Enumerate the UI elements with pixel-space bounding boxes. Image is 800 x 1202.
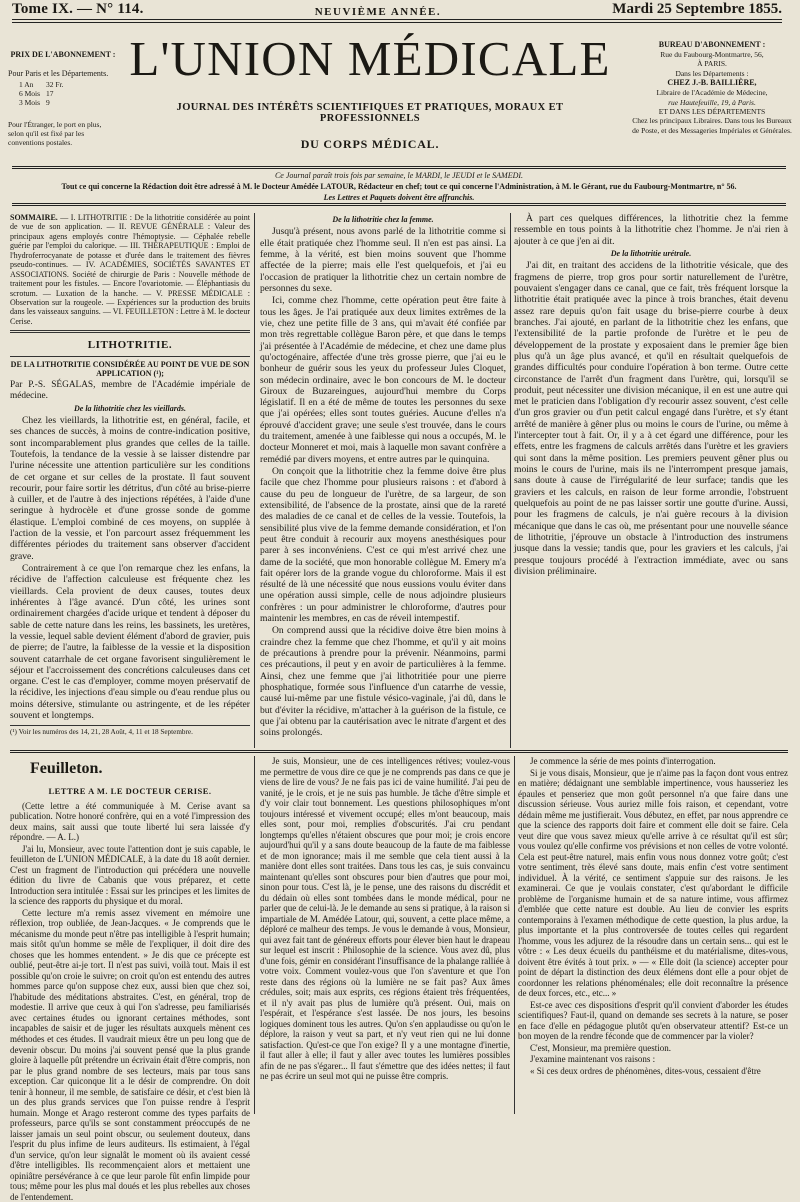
paragraph: On conçoit que la lithotritie chez la femme doive être plus facile que chez l'homme pour plusieurs raisons : et d'abord à cause du peu de longueur de l'urètre, de sa largeur, de son extensibilité, de l'absence de la prostate, ainsi que de la rareté des maladies de ce canal et de celles de la vessie. Toutefois, la sensibilité plus vive de la femme demande considération, et l'on peut être conduit à recourir aux moyens anesthésiques pour parer à ses inconvéniens. C'est ce qui m'est arrivé chez une dame de la société, que mon honorable collègue M. Emery m'a fait opérer lors de la grande vogue du chloroforme. Mais il est résulté de là une nécessité que nous eussions voulu éviter dans une opération aussi simple, celle de nous adjoindre plusieurs confrères : un pour administrer le chloroforme, d'autres pour maintenir les membres, en cas de réveil intempestif. xyxy=(260,466,506,625)
summary xyxy=(10,213,250,326)
office-city: À PARIS. xyxy=(697,59,727,69)
paragraph: Je suis, Monsieur, une de ces intelligences rétives; voulez-vous me permettre de vous dire ce que je ne comprends pas dans ce que je viens de lire de vous? Je ne fais pas ici de vaine humilité. J'ai peu de vanité, je le crois, et je ne suis pas humble. Je tâche d'être simple et d'y voir clair tout bonnement. Les questions philosophiques m'ont toujours intéressé et vivement occupé; elles m'ont beaucoup, mais elles sont, pour moi, remplies d'obscurités. J'ai cru pendant longtemps qu'elles n'étaient obscures que pour moi; je crois encore aujourd'hui qu'il y a sans doute beaucoup de la faute de ma faiblesse et de mon ignorance; mais il me semble que cela tient aussi à la manière dont elles sont traitées. Dans tous les cas, je suis convaincu maintenant qu'elles sont obscures pour bien d'autres que pour moi, sinon pour tous. C'est là, je le pense, une des raisons du discrédit et du dédain où elles sont tombées dans le monde médical, pour ne parler que de celui-là. Je le demande au sens si pratique, à la raison si impartiale de M. Amédée Latour, qui, souvent, a cette place même, a déploré ce malheur des temps. Je vous le demande à vous, Monsieur, qui avez fait tant de généreux efforts pour élever bien haut le drapeau sur lequel est inscrit : Philosophie de la science. Vous avez dû, plus d'une fois, gémir en considérant l'insuffisance de la phalange ralliée à votre voix. Comment voulez-vous que l'on s'aventure et que l'on reste dans des régions où la lumière ne se fait pas? Aux âmes crédules, soit; mais aux esprits, ces régions étaient très fréquentées, et il n'y avait pas plus de lumière qu'à présent. Oui, mais on l'espérait, et l'espérance s'est lassée. De nos jours, les besoins logiques dominent tous les autres. Qu'on s'en applaudisse ou qu'on le déplore, la raison y veut sa part, et n'y veut rien qui ne lui donne satisfaction. Qu'est-ce que l'on exige? Il y a une montagne d'inertie, il faut aller à elle; il faut y aller avec toutes les lumières possibles afin de ne pas s'égarer... Il faut s'émettre que des idées nettes; il faut ne pas écrire un seul mot qui ne puisse être compris. xyxy=(260,756,510,1082)
paragraph: On comprend aussi que la récidive doive être bien moins à craindre chez la femme que chez l'homme, et qu'il y ait moins de précautions à prendre pour la prévenir. Néanmoins, parmi ces précautions, il peut y en avoir de particulières à la femme. Ainsi, chez une femme que j'ai lithotritiée pour une pierre phosphatique, formée sous l'influence d'un catarrhe de vessie, causé lui-même par une fistule vésico-vaginale, j'ai dû, dans le but d'éviter la récidive, m'attacher à la guérison de la fistule, ce que j'ai obtenu par la cautérisation avec le nitrate d'argent et des soins prolongés. xyxy=(260,625,506,739)
price-value: 17 xyxy=(46,89,54,98)
section-rule xyxy=(10,356,250,357)
feuilleton-divider xyxy=(10,750,788,753)
masthead-title: L'UNION MÉDICALE xyxy=(129,31,611,86)
office-lines: Chez les principaux Libraires. Dans tous les Bureaux de Poste, et des Messageries Impériales et Générales. xyxy=(632,116,792,135)
notice-band xyxy=(12,166,786,206)
article-subheading: De la lithotritie urétrale. xyxy=(610,248,692,258)
price-label: 3 Mois xyxy=(19,97,41,107)
paragraph: Chez les vieillards, la lithotritie est, en général, facile, et ses chances de succès, à moins de contre-indication positive, sont incomparablement plus grandes que celles de la taille. Toutefois, la tendance de la vessie à se laisser distendre par l'urine nécessite une attention particulière sur les conditions de cet organe et sur celles de la prostate. Il faut souvent recourir, pour faire sortir les détritus, d'un côté au brise-pierre à cuiller, et de l'autre à des injections répétées, à l'aide d'une seringue à hydrocèle et d'une grosse sonde de gomme élastique. L'emploi combiné de ces moyens, on supplée à l'action de la vessie, et l'on parcourt assez fréquemment les différentes périodes du traitement sans observer d'accident grave. xyxy=(10,414,250,562)
subscription-sub: Pour Paris et les Départements. xyxy=(8,69,109,79)
office-heading: BUREAU D'ABONNEMENT : xyxy=(658,40,766,49)
office-editor: CHEZ J.-B. BAILLIÈRE, xyxy=(667,78,757,88)
column-rule xyxy=(254,756,255,1114)
year-label: NEUVIÈME ANNÉE. xyxy=(314,6,442,18)
top-divider xyxy=(12,22,782,23)
article-column-3 xyxy=(514,213,788,748)
notice-line-3: Les Lettres et Paquets doivent être affranchis. xyxy=(323,192,475,202)
office-address: Rue du Faubourg-Montmartre, 56, xyxy=(660,50,764,59)
office-also: Dans les Départements : xyxy=(675,68,749,78)
feuilleton-column-3 xyxy=(518,756,788,1114)
subscription-heading: PRIX DE L'ABONNEMENT : xyxy=(10,50,116,59)
subscription-prices xyxy=(16,81,67,107)
column-rule xyxy=(514,756,515,1114)
notice-line-2: Tout ce qui concerne la Rédaction doit être adressé à M. le Docteur Amédée LATOUR, Rédacteur en chef; tout ce qui concerne l'Administration, à M. le Gérant, rue du Faubourg-Montmartre, n° 56. xyxy=(61,181,737,191)
article-column-1 xyxy=(10,213,250,748)
feuilleton-label: Feuilleton. xyxy=(30,760,103,777)
subscription-box xyxy=(8,50,118,147)
office-editor-addr: rue Hautefeuille, 19, à Paris. xyxy=(668,97,756,107)
paragraph: Contrairement à ce que l'on remarque chez les enfans, la récidive de l'affection calculeuse est fréquente chez les vieillards. Cela provient de deux causes, toutes deux inhérentes à l'âge avancé. D'un côté, les urines sont ordinairement chargées d'acide urique et tendent à déposer du sable de cette nature dans les reins, les bassinets, les uretères, la vessie, lequel sable devient élément d'abord de gravier, puis de pierre; de l'autre, la faiblesse de la vessie et la disposition souvent catarrhale de cet organe favorisent singulièrement le séjour et l'accroissement des concrétions calculeuses dans cet organe. C'est le cas d'employer, comme moyen préservatif de la récidive, les injections d'eau simple ou d'eau rendue plus ou moins détersive, stimulante ou astringente, et de les répéter souvent et longtemps. xyxy=(10,563,250,722)
paragraph: Jusqu'à présent, nous avons parlé de la lithotritie comme si elle était pratiquée chez l'homme seul. Il n'en est pas ainsi. La femme, à la vérité, est bien moins souvent que l'homme affectée de la pierre; mais elle l'est quelquefois, et j'ai eu l'occasion de pratiquer la lithotritie chez un certain nombre de personnes du sexe. xyxy=(260,226,506,294)
article-title: DE LA LITHOTRITIE CONSIDÉRÉE AU POINT DE VUE DE SON APPLICATION (¹); xyxy=(10,360,250,379)
masthead-subtitle: JOURNAL DES INTÉRÊTS SCIENTIFIQUES ET PRATIQUES, MORAUX ET PROFESSIONNELS xyxy=(176,102,564,124)
paragraph: À part ces quelques différences, la lithotritie chez la femme ressemble en tous points à la lithotritie chez l'homme. Je n'ai rien à ajouter à ce que j'en ai dit. xyxy=(514,213,788,247)
paragraph: J'examine maintenant vos raisons : xyxy=(530,1054,656,1065)
notice-line-1: Ce Journal paraît trois fois par semaine, le MARDI, le JEUDI et le SAMEDI. xyxy=(274,171,524,180)
paragraph: Ici, comme chez l'homme, cette opération peut être faite à tous les âges. Je l'ai pratiquée aux deux limites extrêmes de la vie, chez une petite fille de 3 ans, qui m'avait été confiée par mon très regrettable collègue Baron père, et que dans le temps j'ai présentée à l'Académie de médecine, et chez une dame plus qu'octogénaire, affectée d'une très grosse pierre, que j'ai eu le bonheur de guérir sous les yeux du professeur Jules Cloquet, son médecin ordinaire, avec le bon concours de M. le docteur Giroux de Buzareingues, aujourd'hui membre du Corps législatif. Il en a été de même de toutes les personnes du sexe que j'ai opérées; elles sont toutes guéries. Aucune d'elles n'a éprouvé d'accident grave; une seule s'est trouvée, dans le cours du traitement, amenée à une faiblesse qui nous a occupés, M. le docteur Monneret et moi, mais à laquelle mon savant confrère a remédié par divers moyens, et entre autres par le quinquina. xyxy=(260,295,506,465)
paragraph: Cette lecture m'a remis assez vivement en mémoire une réflexion, trop oubliée, de Jean-Jacques. « Je comprends que le mécanisme du monde peut n'être pas intelligible à l'esprit humain; mais sitôt qu'un homme se mêle de l'expliquer, il doit dire des choses que les hommes entendent. » Je dis que ce précepte est oublié, peut-être ai-je tort. Il n'est pas suivi, voilà tout. Mais il est possible qu'on croie le suivre; on croit qu'on est entendu des autres hommes parce qu'on suppose chez eux, aussi bien que chez soi, l'habitude des méditations abstraites. C'est, en général, trop de modestie. Il arrive que ceux à qui l'on s'adresse, peu familiarisés avec certaines études ou ignorant certaines méthodes, sont incapables de saisir et de juger les résultats auxquels mènent ces méthodes et ces études. Il vaudrait mieux être un peu long que de devenir obscur. Du moins j'ai souvent pensé que la plus grande gloire à laquelle pût prétendre un écrivain était d'être compris, non par le plus grand nombre de ses lecteurs, mais par tous sans exception. Car quiconque lit a le désir de comprendre. On doit tenir à honneur, il me semble, de satisfaire ce désir, et c'est bien là un des plus grands services que l'on puisse rendre à l'esprit humain. Monge et Arago resteront comme des types parfaits de professeurs, parce qu'ils se sont constamment préoccupés de ne laisser jamais un seul point obscur, ou seulement douteux, dans l'esprit du plus infime de leurs auditeurs. Ils estimaient, à l'égal d'un service, qu'on leur signalât le moment où ils avaient cessé d'être intelligibles. Ils recommençaient alors et mettaient une opiniâtre persévérance à ce que leur parole fût enfin limpide pour tous; même pour les plus mal doués et les plus rebelles aux choses de l'entendement. xyxy=(10,907,250,1202)
office-box xyxy=(628,40,796,135)
paragraph: « Si ces deux ordres de phénomènes, dites-vous, cessaient d'être xyxy=(530,1065,761,1076)
paragraph: J'ai dit, en traitant des accidens de la lithotritie vésicale, que des fragmens de pierre, trop gros pour sortir naturellement de l'urètre, pouvaient s'engager dans ce canal, que ce fait, très fréquent lorsque la lithotritie était pratiquée avec la pince à trois branches, était devenu assez rare depuis qu'on fait usage du brise-pierre courbe à deux branches. J'ai ajouté, en parlant de la lithotritie chez les enfans, que l'extensibilité de la partie profonde de l'urètre et le peu de développement de la prostate y exposaient dans le premier âge bien plus qu'à un âge plus avancé, et qu'il en résultait quelquefois de grandes difficultés pour conduire l'opération à bon terme. Outre cette circonstance de l'arrêt d'un fragment dans l'urètre, qui, lorsqu'il se produit, peut nécessiter une division mécanique, il en est une autre qui met le praticien dans l'obligation d'y recourir assez souvent, c'est celle d'un gros gravier ou d'un petit calcul engagé dans l'urètre, et s'y étant arrêté de manière à gêner plus ou moins le cours de l'urine, ou même à l'intercepter tout à fait. Or, il y a à cet égard une différence, pour les effets, entre les fragmens de calculs arrêtés dans l'urètre et les graviers qui sont dans la même position. Les premiers peuvent gêner plus ou moins le cours de l'urine, mais ils ne l'interrompent presque jamais, sans doute à cause de l'irrégularité de leur surface; tandis que les graviers et les calculs, en raison de leur forme arrondie, l'obstruent quelquefois au point de ne pas laisser sortir une goutte d'urine. Aussi, pour les fragmens de calculs, je n'ai guère recours à la division mécanique que dans le cas où, me présentant pour une nouvelle séance de lithotritie, j'éprouve un obstacle à l'introduction des instrumens jusque dans la vessie; tandis que, pour les graviers et les calculs, j'ai presque toujours procédé à l'extraction immédiate, avec ou sans division préliminaire. xyxy=(514,260,788,577)
issue-line xyxy=(12,1,782,20)
price-label: 1 An xyxy=(19,80,34,90)
feuilleton-column-2 xyxy=(260,756,510,1114)
office-and: ET DANS LES DÉPARTEMENTS xyxy=(658,106,766,116)
section-title: LITHOTRITIE. xyxy=(87,339,173,352)
paragraph: (Cette lettre a été communiquée à M. Cerise avant sa publication. Notre honoré confrère, qui en a voté l'impression des deux mains, sait aussi que toute liberté lui sera laissée d'y répondre. — A. L.) xyxy=(10,800,250,843)
feuilleton-column-1 xyxy=(10,756,250,1202)
paragraph: Je commence la série de mes points d'interrogation. xyxy=(530,756,716,766)
article-column-2 xyxy=(260,213,506,748)
price-value: 32 Fr. xyxy=(46,80,64,90)
summary-label: SOMMAIRE. xyxy=(10,213,58,222)
masthead-subtitle-2: DU CORPS MÉDICAL. xyxy=(300,137,440,151)
paragraph: Est-ce avec ces dispositions d'esprit qu'il convient d'aborder les études scientifiques? Faut-il, quand on demande ses secrets à la nature, se poser en face d'elle en pédagogue plutôt qu'en observateur attentif? Est-ce un bon moyen de la rendre féconde que de commencer par la violer? xyxy=(518,999,788,1042)
issue-date: Mardi 25 Septembre 1855. xyxy=(612,1,782,17)
article-subheading: De la lithotritie chez les vieillards. xyxy=(74,403,186,413)
footnote: (¹) Voir les numéros des 14, 21, 28 Août, 4, 11 et 18 Septembre. xyxy=(10,725,250,736)
price-row xyxy=(16,99,67,108)
subscription-foot: Pour l'Étranger, le port en plus, selon qu'il est fixé par les conventions postales. xyxy=(8,120,102,147)
summary-text: — I. LITHOTRITIE : De la lithotritie considérée au point de vue de son application. — II. REVUE GÉNÉRALE : Valeur des principaux agens employés contre l'hémoptysie. — Céphalée rebelle guérie par l'emploi du calorique. — III. THÉRAPEUTIQUE : Emploi de l'hydroferrocyanate de potasse et d'urée dans le traitement des fièvres pseudo-continues. — IV. ACADÉMIES, SOCIÉTÉS SAVANTES ET ASSOCIATIONS. Société de chirurgie de Paris : Nouvelle méthode de traitement pour les fistules. — Encore l'ovariotomie. — Éléphantiasis du scrotum. — Luxation de la hanche. — V. PRESSE MÉDICALE : Observation sur la rougeole. — Expériences sur la production des bruits dans les vaisseaux sanguins. — VI. FEUILLETON : Lettre à M. le docteur Cerise. xyxy=(10,213,251,326)
column-rule xyxy=(510,213,511,748)
paragraph: Si je vous disais, Monsieur, que je n'aime pas la façon dont vous entrez en matière; dédaignant une semblable impertinence, vous hausseriez les épaules et penseriez que mon goût personnel n'a que faire dans une discussion sérieuse. Vous auriez mille fois raison, et cependant, votre dédain même me justifierait. Vous débutez, en effet, par nous apprendre ce que la science des rapports doit faire et comment elle doit se faire. Cela veut dire que vous savez mieux qu'elle arrive à ce résultat qu'il est sûr; vous voulez qu'elle confirme vos prévisions et non celles de votre volonté. Cela est peut-être naturel, mais enfin vous nous donnez votre goût; c'est votre sentiment, très élevé sans doute, mais enfin c'est votre sentiment individuel. À la vérité, ce sentiment s'appuie sur des raisons. Je les examinerai. Ce que je voulais constater, c'est qu'abordant le difficile problème de l'organisme humain et de sa nature intime, vous affirmez d'emblée que cette nature est double. Au lieu de convier les esprits contemporains à l'examen méthodique de cette question, la plus ardue, la plus importante et la plus controversée de toutes celles qui regardent l'homme, vous les adjurez de la résoudre dans un certain sens... qui est le vôtre : « Les deux écueils du panthéisme et du matérialisme, dites-vous, doivent être évités à tout prix. » — « Elle doit (la science) accepter pour point de départ la distinction des deux élémens dont elle a pour objet de coordonner les relations phénoménales; elle doit reconnaître la présence de deux forces, etc., etc... » xyxy=(518,767,788,999)
office-editor-desc: Libraire de l'Académie de Médecine, xyxy=(656,88,768,98)
article-author: Par P.-S. SÉGALAS, membre de l'Académie impériale de médecine. xyxy=(10,379,250,401)
section-divider xyxy=(10,330,250,333)
paragraph: J'ai lu, Monsieur, avec toute l'attention dont je suis capable, le feuilleton de L'UNION MÉDICALE, à la date du 18 août dernier. C'est un fragment de l'introduction qui précédera une nouvelle édition du livre de Cabanis que vous préparez, et cette Introduction sera intitulée : Essai sur les principes et les limites de la science des rapports du physique et du moral. xyxy=(10,843,250,907)
article-subheading: De la lithotritie chez la femme. xyxy=(332,215,434,224)
price-value: 9 xyxy=(46,97,50,107)
price-label: 6 Mois xyxy=(19,89,41,98)
column-rule xyxy=(254,213,255,748)
paragraph: C'est, Monsieur, ma première question. xyxy=(530,1042,671,1053)
letter-title: LETTRE A M. LE DOCTEUR CERISE. xyxy=(48,785,212,796)
tome-number: Tome IX. — N° 114. xyxy=(12,1,144,17)
